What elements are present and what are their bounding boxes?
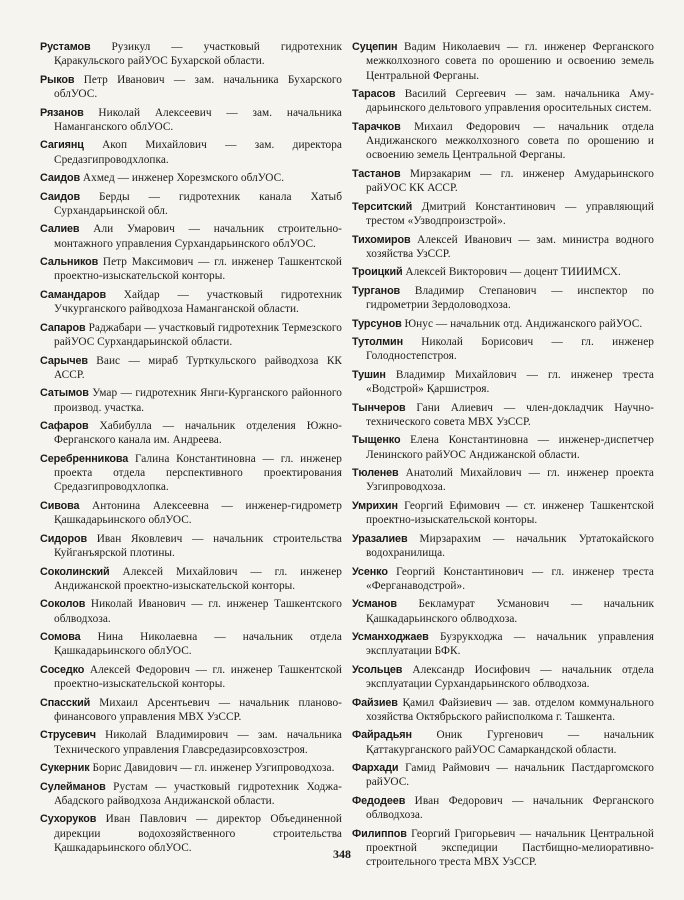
entry-details: Михаил Арсентьевич — начальник планово-финансового управления МВХ УзССР. — [54, 696, 342, 723]
directory-entry — [352, 565, 654, 594]
entry-surname: Рустамов — [40, 41, 91, 53]
entry-surname: Сулейманов — [40, 780, 106, 793]
directory-entry — [40, 40, 342, 69]
entry-surname: Тыщенко — [352, 434, 401, 447]
entry-details: Николай Алексеевич — зам. начальника Наманганского облУОС. — [54, 106, 342, 133]
entry-surname: Сафаров — [40, 420, 89, 433]
entry-surname: Фархади — [352, 762, 399, 775]
directory-entry — [40, 288, 342, 317]
entry-details: Раджабари — участковый гидротехник Термезского райУОС Сурхандарьинской области. — [54, 321, 342, 349]
directory-entry — [352, 317, 654, 331]
entry-surname: Тутолмин — [352, 336, 403, 349]
entry-details: Иван Яковлевич — начальник строительства Куйганъярской плотины. — [54, 532, 342, 560]
entry-details: Мирзакарим — гл. инженер Амударьинского райУОС КК АССР. — [366, 167, 654, 195]
entry-details: Мирзарахим — начальник Уртатокайского водохранилища. — [366, 532, 654, 560]
entry-details: Анатолий Михайлович — гл. инженер проекта Узгипроводхоза. — [366, 467, 654, 494]
directory-entry — [40, 532, 342, 561]
entry-surname: Рязанов — [40, 106, 84, 119]
entry-surname: Сапаров — [40, 321, 86, 334]
entry-surname: Сукерник — [40, 762, 90, 775]
entry-surname: Федодеев — [352, 794, 406, 807]
entry-details: Хабибулла — начальник отделения Южно-Ферганского канала им. Андреева. — [54, 420, 342, 447]
directory-entry — [40, 190, 342, 219]
entry-details: Вадим Николаевич — гл. инженер Ферганского межколхозного совета по орошению и освоению земель Центральной Ферганы. — [366, 41, 654, 82]
entry-details: Бузрукходжа — начальник управления эксплуатации БФК. — [366, 631, 654, 658]
entry-details: Гамид Раймович — начальник Пастдаргомского райУОС. — [366, 762, 654, 789]
entry-surname: Троицкий — [352, 266, 403, 279]
entry-surname: Соседко — [40, 663, 85, 676]
directory-entry — [352, 401, 654, 430]
directory-entry — [352, 630, 654, 659]
directory-entry — [352, 597, 654, 626]
directory-entry — [352, 663, 654, 692]
directory-entry — [40, 222, 342, 251]
entry-surname: Терситский — [352, 200, 413, 213]
directory-entry — [352, 532, 654, 561]
entry-surname: Тюленев — [352, 467, 399, 480]
entry-details: Гани Алиевич — член-докладчик Научно-технического совета МВХ УзССР. — [366, 401, 654, 428]
directory-entry — [40, 452, 342, 495]
entry-surname: Соколинский — [40, 565, 110, 578]
entry-surname: Сарычев — [40, 354, 88, 367]
entry-details: Акоп Михайлович — зам. директора Средазгипроводхлопка. — [54, 139, 342, 166]
entry-surname: Филиппов — [352, 827, 407, 840]
entry-details: Александр Иосифович — начальник отдела эксплуатации Сурхандарьинского облводхоза. — [366, 663, 654, 691]
entry-surname: Турганов — [352, 284, 401, 297]
entry-surname: Усольцев — [352, 663, 403, 676]
entry-details: Алексей Михайлович — гл. инженер Андижанской проектно-изыскательской конторы. — [54, 565, 342, 592]
entry-details: Иван Федорович — начальник Ферганского облводхоза. — [366, 794, 654, 822]
entry-surname: Тушин — [352, 368, 386, 381]
entry-details: Петр Максимович — гл. инженер Ташкентской проектно-изыскательской конторы. — [54, 256, 342, 283]
directory-entry — [40, 780, 342, 809]
entry-surname: Саидов — [40, 172, 81, 185]
directory-entry — [352, 368, 654, 397]
entry-details: Рустам — участковый гидротехник Ходжа-Абадского райводхоза Андижанской области. — [54, 780, 342, 807]
directory-entry — [40, 138, 342, 167]
directory-entry — [40, 728, 342, 757]
entry-surname: Сидоров — [40, 532, 88, 545]
entry-details: Алексей Федорович — гл. инженер Ташкентской проектно-изыскательской конторы. — [54, 663, 342, 691]
entry-surname: Тастанов — [352, 167, 401, 180]
directory-entry — [352, 167, 654, 196]
entry-surname: Спасский — [40, 696, 91, 709]
directory-entry — [40, 255, 342, 284]
entry-surname: Турсунов — [352, 317, 402, 330]
entry-surname: Файзиев — [352, 696, 398, 709]
directory-entry — [40, 106, 342, 135]
directory-entry — [352, 120, 654, 163]
directory-entry — [352, 233, 654, 262]
entry-details: Алексей Викторович — доцент ТИИИМСХ. — [402, 266, 621, 279]
directory-entry — [40, 597, 342, 626]
entry-surname: Саидов — [40, 190, 81, 203]
entry-surname: Сухоруков — [40, 813, 97, 826]
directory-entry — [40, 565, 342, 594]
directory-entry — [40, 73, 342, 102]
entry-surname: Сагиянц — [40, 139, 84, 152]
directory-entry — [352, 284, 654, 313]
entry-details: Али Умарович — начальник строительно-монтажного управления Сурхандарьинского облУОС. — [54, 223, 342, 250]
entry-details: Михаил Федорович — начальник отдела Андижанского межколхозного совета по орошению и освоению земель Центральной Ферганы. — [366, 120, 654, 162]
directory-entry — [40, 761, 342, 775]
directory-entry — [352, 335, 654, 364]
entry-details: Иван Павлович — директор Объединенной дирекции водохозяйственного строительства Қашкадарьинского облУОС. — [54, 813, 342, 855]
directory-entry — [40, 419, 342, 448]
entry-details: Георгий Ефимович — ст. инженер Ташкентской проектно-изыскательской конторы. — [366, 499, 654, 527]
directory-entry — [352, 728, 654, 757]
entry-details: Ваис — мираб Турткульского райводхоза КК АССР. — [54, 354, 342, 381]
directory-entry — [352, 696, 654, 725]
entry-details: Бекламурат Усманович — начальник Қашкадарьинского облводхоза. — [366, 598, 654, 625]
entry-surname: Сомова — [40, 631, 81, 644]
entry-details: Антонина Алексеевна — инженер-гидрометр Қашкадарьинского облУОС. — [54, 499, 342, 527]
entry-details: Берды — гидротехник канала Хатыб Сурхандарьинской обл. — [54, 190, 342, 217]
entry-surname: Сальников — [40, 256, 99, 269]
entry-details: Владимир Михайлович — гл. инженер треста «Водстрой» Қаршистроя. — [366, 368, 654, 396]
entry-surname: Тихомиров — [352, 233, 411, 246]
directory-entry — [352, 761, 654, 790]
entry-surname: Усманов — [352, 598, 397, 611]
entry-details: Николай Борисович — гл. инженер Голодностепстроя. — [366, 336, 654, 363]
entry-details: Рузикул — участковый гидротехник Қаракульского райУОС Бухарской области. — [54, 41, 342, 68]
directory-entry — [352, 40, 654, 83]
entry-details: Елена Константиновна — инженер-диспетчер Ленинского райУОС Андижанской области. — [366, 434, 654, 461]
entry-surname: Тарачков — [352, 120, 401, 133]
directory-entry — [40, 696, 342, 725]
entry-surname: Уразалиев — [352, 532, 408, 545]
entry-details: Қамил Файзиевич — зав. отделом коммунального хозяйства Октябрьского райисполкома г. Ташкента. — [366, 696, 654, 723]
directory-entry — [40, 499, 342, 528]
directory-entry — [352, 433, 654, 462]
entry-surname: Файрадьян — [352, 729, 412, 742]
entry-surname: Усманходжаев — [352, 631, 429, 644]
directory-entry — [40, 663, 342, 692]
directory-entry — [352, 265, 654, 279]
page-number: 348 — [333, 847, 351, 861]
entry-surname: Усенко — [352, 565, 388, 578]
directory-entry — [40, 386, 342, 415]
entry-surname: Тарасов — [352, 88, 396, 101]
right-column — [352, 40, 654, 874]
entry-surname: Струсевич — [40, 729, 96, 742]
entry-surname: Суцепин — [352, 41, 398, 53]
entry-details: Василий Сергеевич — зам. начальника Аму-дарьинского дельтового управления оросительных систем. — [366, 88, 654, 115]
entry-surname: Серебренникова — [40, 452, 129, 465]
directory-entry — [40, 321, 342, 350]
entry-surname: Тынчеров — [352, 401, 406, 414]
entry-surname: Соколов — [40, 598, 86, 611]
entry-surname: Самандаров — [40, 288, 106, 301]
entry-details: Георгий Григорьевич — начальник Центральной проектной экспедиции Пастбищно-мелиоративно-строительного треста МВХ УзССР. — [366, 827, 654, 869]
entry-surname: Салиев — [40, 223, 80, 236]
directory-entry — [352, 794, 654, 823]
entry-details: Дмитрий Константинович — управляющий трестом «Узводпроизстрой». — [366, 200, 654, 228]
entry-details: Оник Гургенович — начальник Қаттакурганского райУОС Самаркандской области. — [366, 729, 654, 756]
entry-details: Георгий Константинович — гл. инженер треста «Ферганаводстрой». — [366, 565, 654, 592]
entry-surname: Рыков — [40, 73, 75, 86]
entry-details: Владимир Степанович — инспектор по гидрометрии Зердоловодхоза. — [366, 284, 654, 312]
directory-entry — [352, 499, 654, 528]
entry-details: Ахмед — инженер Хорезмского облУОС. — [80, 172, 285, 185]
directory-entry — [40, 630, 342, 659]
directory-entry — [352, 466, 654, 495]
directory-entry — [40, 171, 342, 185]
entry-details: Умар — гидротехник Янги-Курганского районного производ. участка. — [54, 387, 342, 414]
entry-details: Николай Иванович — гл. инженер Ташкентского облводхоза. — [54, 598, 342, 625]
entry-details: Борис Давидович — гл. инженер Узгипроводхоза. — [89, 762, 335, 775]
entry-details: Галина Константиновна — гл. инженер проекта отдела перспективного проектирования Средазгипроводхлопка. — [54, 452, 342, 494]
directory-entry — [40, 354, 342, 383]
entry-surname: Сивова — [40, 499, 80, 512]
entry-surname: Умрихин — [352, 499, 398, 512]
entry-surname: Сатымов — [40, 387, 89, 400]
entry-details: Хайдар — участковый гидротехник Учкурганского райводхоза Наманганской области. — [54, 288, 342, 316]
entry-details: Николай Владимирович — зам. начальника Технического управления Главсредазирсовхозстроя. — [54, 729, 342, 756]
entry-details: Нина Николаевна — начальник отдела Қашкадарьинского облУОС. — [54, 631, 342, 658]
directory-entry — [352, 200, 654, 229]
entry-details: Алексей Иванович — зам. министра водного хозяйства УзССР. — [366, 233, 654, 260]
left-column — [40, 40, 342, 860]
entry-details: Петр Иванович — зам. начальника Бухарского облУОС. — [54, 73, 342, 101]
directory-entry — [352, 87, 654, 116]
entry-details: Юнус — начальник отд. Андижанского райУОС. — [401, 317, 643, 330]
